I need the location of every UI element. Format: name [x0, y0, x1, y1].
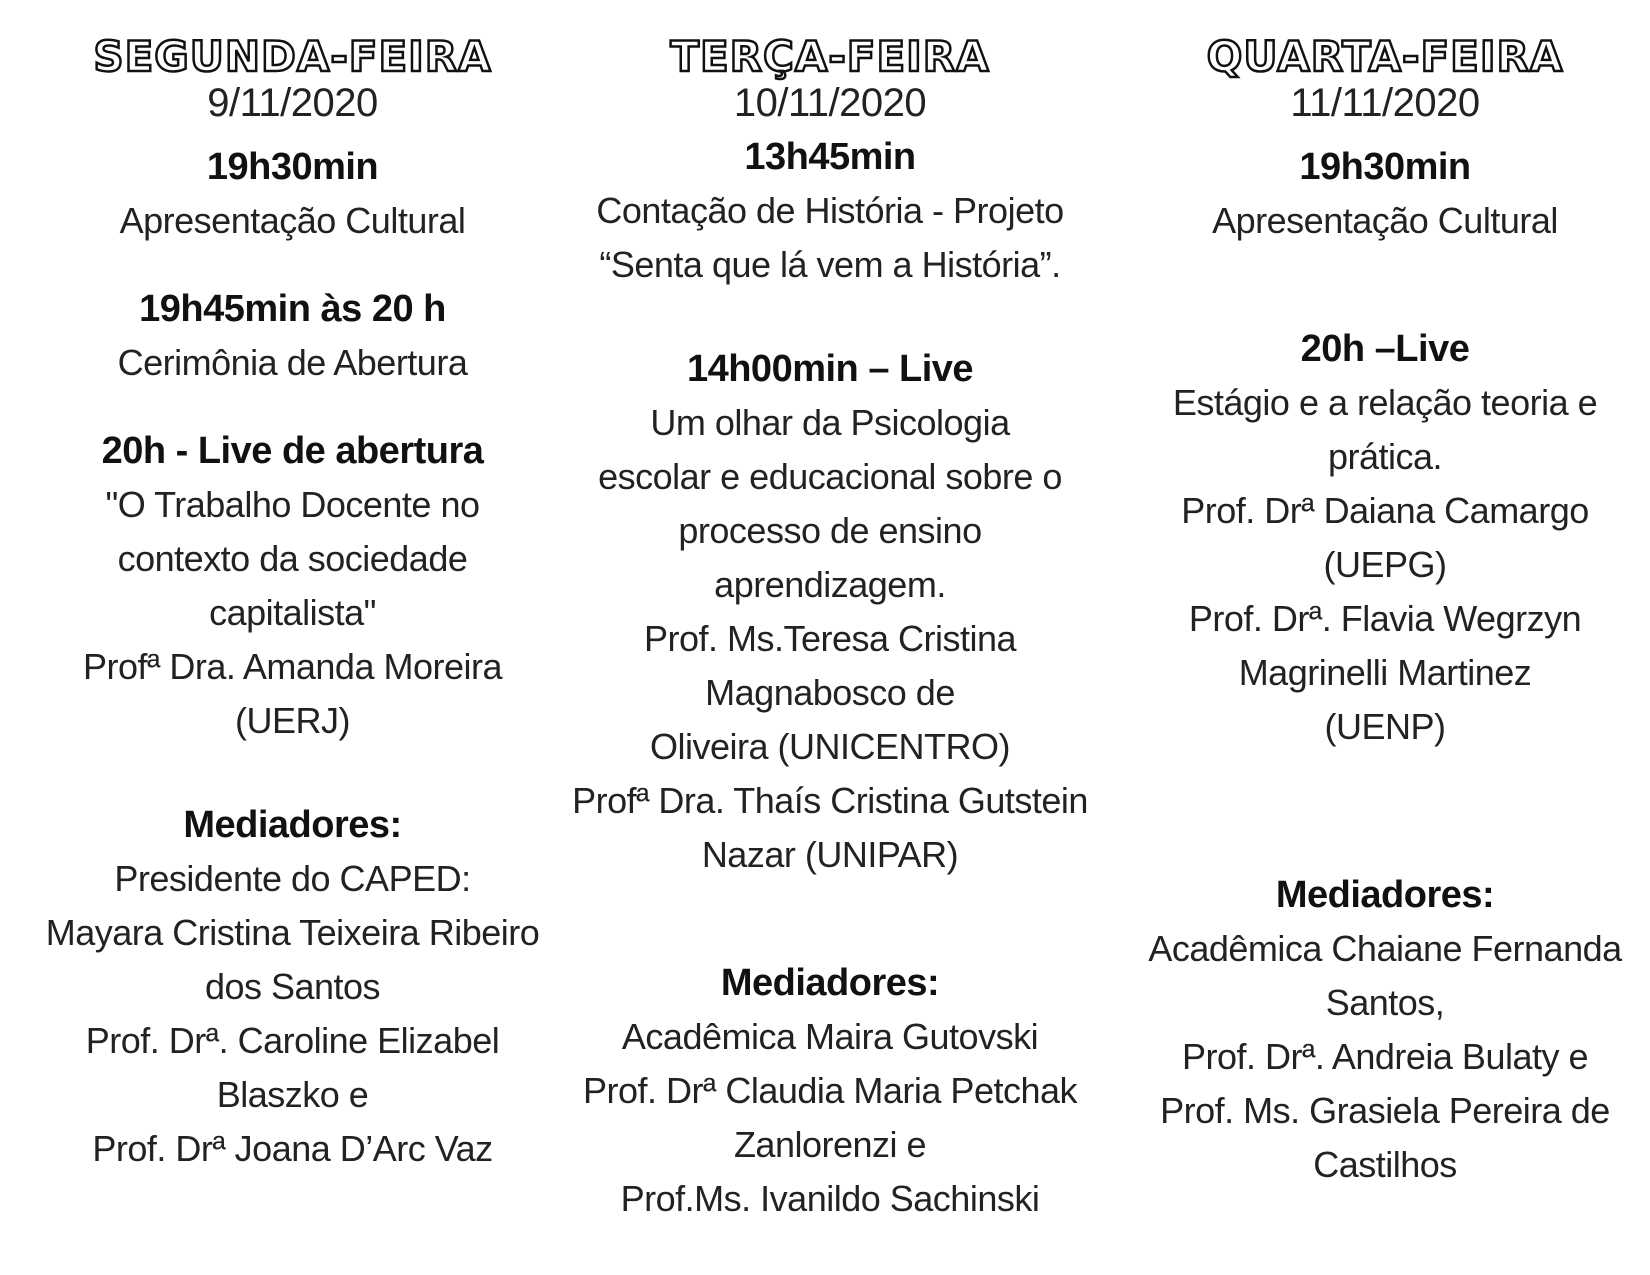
mediator-line: Prof. Drª. Andreia Bulaty e — [1181, 1036, 1589, 1077]
day-date: 11/11/2020 — [1290, 81, 1480, 125]
event-line: Profª Dra. Thaís Cristina Gutstein — [572, 780, 1088, 821]
mediator-line: Prof.Ms. Ivanildo Sachinski — [620, 1178, 1040, 1219]
event-line: Prof. Drª Daiana Camargo — [1181, 490, 1589, 531]
event-line: “Senta que lá vem a História”. — [599, 244, 1061, 285]
mediators-heading: Mediadores: — [1275, 874, 1495, 916]
mediator-line: Santos, — [1325, 982, 1445, 1023]
event-time: 20h - Live de abertura — [101, 430, 484, 472]
mediator-line: Prof. Drª Claudia Maria Petchak — [582, 1070, 1078, 1111]
event-block — [20, 140, 565, 248]
event-line: contexto da sociedade — [117, 538, 468, 579]
event-line: Magrinelli Martinez — [1238, 652, 1532, 693]
event-line: Profª Dra. Amanda Moreira — [83, 646, 502, 687]
event-block — [1130, 140, 1640, 248]
event-line: "O Trabalho Docente no — [105, 484, 480, 525]
event-line: (UERJ) — [235, 700, 350, 741]
event-line: Apresentação Cultural — [1212, 200, 1558, 241]
mediators-heading: Mediadores: — [183, 804, 402, 846]
event-line: aprendizagem. — [714, 564, 946, 605]
event-line: Magnabosco de — [705, 672, 955, 713]
event-line: Apresentação Cultural — [119, 200, 466, 241]
event-block — [570, 342, 1090, 882]
mediator-line: Blaszko e — [216, 1074, 369, 1115]
event-line: (UEPG) — [1323, 544, 1447, 585]
event-line: Prof. Ms.Teresa Cristina — [643, 618, 1017, 659]
event-block — [20, 282, 565, 390]
event-line: Estágio e a relação teoria e — [1172, 382, 1598, 423]
event-line: Cerimônia de Abertura — [117, 342, 468, 383]
event-line: processo de ensino — [678, 510, 982, 551]
event-time: 14h00min – Live — [686, 348, 974, 390]
mediator-line: Presidente do CAPED: — [114, 858, 471, 899]
mediators-block — [570, 956, 1090, 1226]
event-line: Contação de História - Projeto — [596, 190, 1064, 231]
day-title: TERÇA-FEIRA — [670, 32, 990, 81]
mediator-line: dos Santos — [204, 966, 381, 1007]
event-line: capitalista" — [209, 592, 376, 633]
event-time: 13h45min — [744, 136, 916, 178]
mediators-block — [1130, 868, 1640, 1192]
event-time: 19h45min às 20 h — [139, 288, 446, 330]
mediator-line: Mayara Cristina Teixeira Ribeiro — [45, 912, 540, 953]
event-time: 19h30min — [206, 146, 379, 188]
event-line: escolar e educacional sobre o — [598, 456, 1062, 497]
mediator-line: Prof. Ms. Grasiela Pereira de — [1160, 1090, 1610, 1131]
event-line: prática. — [1327, 436, 1443, 477]
day-title: QUARTA-FEIRA — [1206, 32, 1564, 81]
day-title: SEGUNDA-FEIRA — [93, 32, 492, 81]
event-time: 20h –Live — [1300, 328, 1470, 370]
mediator-line: Prof. Drª Joana D’Arc Vaz — [92, 1128, 493, 1169]
event-line: (UENP) — [1324, 706, 1446, 747]
mediator-line: Prof. Drª. Caroline Elizabel — [85, 1020, 500, 1061]
event-block — [570, 130, 1090, 292]
mediator-line: Zanlorenzi e — [733, 1124, 927, 1165]
event-time: 19h30min — [1299, 146, 1471, 188]
day-column-tuesday — [570, 0, 1090, 1226]
day-column-wednesday — [1130, 0, 1640, 1192]
mediator-line: Acadêmica Chaiane Fernanda — [1148, 928, 1622, 969]
event-block — [20, 424, 565, 748]
mediators-heading: Mediadores: — [720, 962, 940, 1004]
event-line: Prof. Drª. Flavia Wegrzyn — [1188, 598, 1582, 639]
mediators-block — [20, 798, 565, 1176]
event-block — [1130, 322, 1640, 754]
event-line: Um olhar da Psicologia — [650, 402, 1010, 443]
mediator-line: Acadêmica Maira Gutovski — [621, 1016, 1039, 1057]
event-line: Nazar (UNIPAR) — [701, 834, 959, 875]
day-column-monday — [20, 0, 565, 1176]
event-line: Oliveira (UNICENTRO) — [649, 726, 1010, 767]
mediator-line: Castilhos — [1313, 1144, 1457, 1185]
day-date: 9/11/2020 — [207, 81, 378, 125]
day-date: 10/11/2020 — [733, 81, 927, 125]
